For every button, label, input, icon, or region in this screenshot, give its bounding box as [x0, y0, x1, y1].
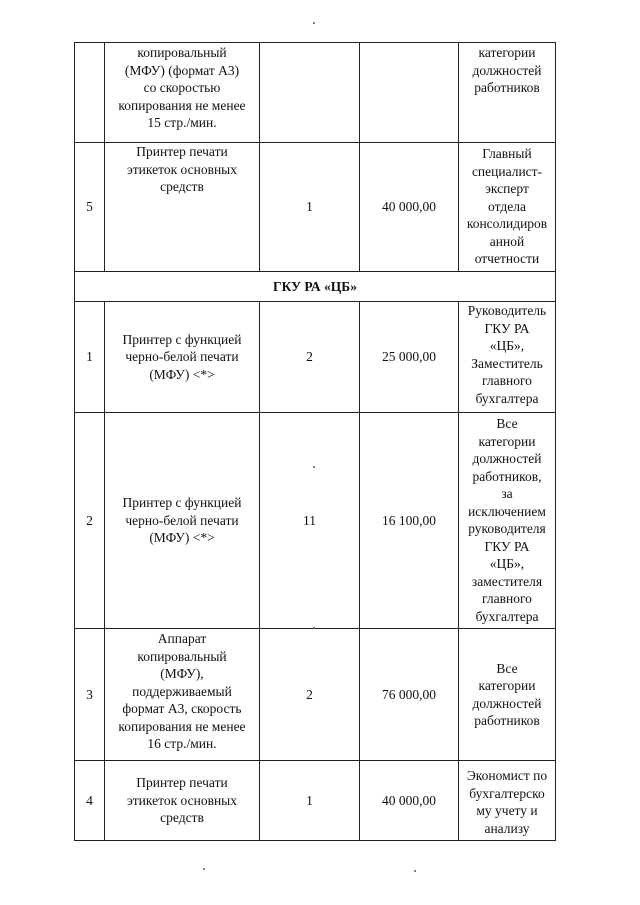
- employee-category-cell: Экономист по бухгалтерско му учету и анализу: [459, 761, 556, 841]
- section-header-row: [75, 272, 556, 302]
- item-description-cell: Принтер с функцией черно-белой печати (МФУ) <*>: [105, 413, 260, 629]
- price-cell: 40 000,00: [360, 143, 459, 272]
- item-description-cell: Аппарат копировальный (МФУ), поддерживаемый формат А3, скорость копирования не менее 16 стр./мин.: [105, 629, 260, 761]
- price-cell: 40 000,00: [360, 761, 459, 841]
- row-number-cell: 4: [75, 761, 105, 841]
- table-row: [75, 43, 556, 143]
- row-number-cell: 2: [75, 413, 105, 629]
- quantity-cell: 2: [260, 629, 360, 761]
- price-cell: 76 000,00: [360, 629, 459, 761]
- item-description-cell: Принтер с функцией черно-белой печати (МФУ) <*>: [105, 302, 260, 413]
- table-row: [75, 629, 556, 761]
- employee-category-cell: Все категории должностей работников: [459, 629, 556, 761]
- equipment-table: [74, 42, 556, 841]
- employee-category-cell: категории должностей работников: [459, 43, 556, 143]
- scan-speck: [313, 22, 315, 24]
- table-row: [75, 302, 556, 413]
- scan-speck: [203, 868, 205, 870]
- price-cell: 25 000,00: [360, 302, 459, 413]
- quantity-cell: [260, 43, 360, 143]
- quantity-cell: 1: [260, 761, 360, 841]
- row-number-cell: [75, 43, 105, 143]
- employee-category-cell: Руководитель ГКУ РА «ЦБ», Заместитель главного бухгалтера: [459, 302, 556, 413]
- employee-category-cell: Все категории должностей работников, за исключением руководителя ГКУ РА «ЦБ», заместителя главного бухгалтера: [459, 413, 556, 629]
- section-title: ГКУ РА «ЦБ»: [75, 272, 556, 302]
- item-description-cell: Принтер печати этикеток основных средств: [105, 143, 260, 272]
- item-description-cell: копировальный (МФУ) (формат А3) со скоростью копирования не менее 15 стр./мин.: [105, 43, 260, 143]
- table-row: [75, 413, 556, 629]
- scan-speck: [313, 627, 315, 629]
- scan-speck: [414, 870, 416, 872]
- table-row: [75, 761, 556, 841]
- row-number-cell: 3: [75, 629, 105, 761]
- row-number-cell: 5: [75, 143, 105, 272]
- table-row: [75, 143, 556, 272]
- item-description-cell: Принтер печати этикеток основных средств: [105, 761, 260, 841]
- price-cell: [360, 43, 459, 143]
- price-cell: 16 100,00: [360, 413, 459, 629]
- quantity-cell: 1: [260, 143, 360, 272]
- quantity-cell: 11: [260, 413, 360, 629]
- scan-speck: [313, 466, 315, 468]
- row-number-cell: 1: [75, 302, 105, 413]
- employee-category-cell: Главный специалист- эксперт отдела консолидиров анной отчетности: [459, 143, 556, 272]
- quantity-cell: 2: [260, 302, 360, 413]
